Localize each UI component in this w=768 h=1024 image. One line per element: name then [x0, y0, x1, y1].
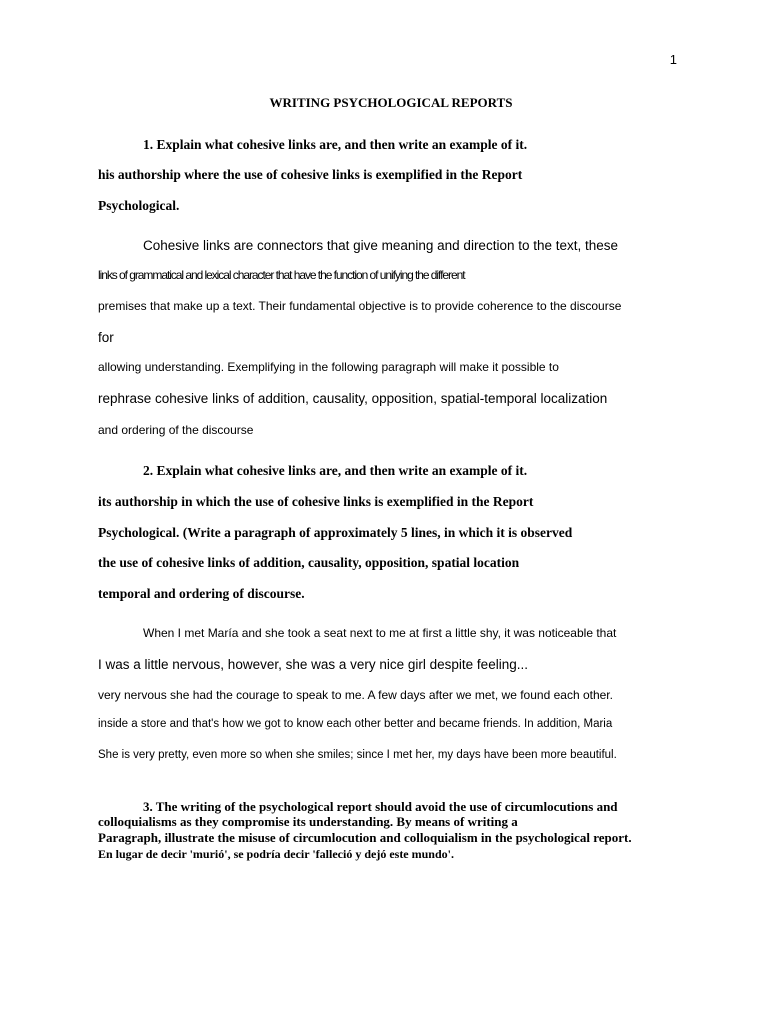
answer-line: rephrase cohesive links of addition, causality, opposition, spatial-temporal localization	[98, 391, 608, 406]
question-line: the use of cohesive links of addition, causality, opposition, spatial location	[98, 555, 520, 570]
answer-line: I was a little nervous, however, she was a very nice girl despite feeling...	[98, 657, 528, 672]
question-line: Psychological.	[98, 198, 180, 213]
question-line: 3. The writing of the psychological report should avoid the use of circumlocutions and	[143, 799, 618, 814]
answer-line: She is very pretty, even more so when she smiles; since I met her, my days have been more beautiful.	[98, 749, 617, 761]
document-title: WRITING PSYCHOLOGICAL REPORTS	[269, 95, 513, 110]
question-line: Paragraph, illustrate the misuse of circumlocution and colloquialism in the psychological report.	[98, 830, 632, 845]
question-line: 1. Explain what cohesive links are, and then write an example of it.	[143, 137, 528, 152]
question-line: his authorship where the use of cohesive links is exemplified in the Report	[98, 167, 523, 182]
question-line: 2. Explain what cohesive links are, and then write an example of it.	[143, 463, 528, 478]
question-line: its authorship in which the use of cohesive links is exemplified in the Report	[98, 494, 534, 509]
answer-line: inside a store and that's how we got to know each other better and became friends. In addition, Maria	[98, 718, 613, 730]
answer-line: allowing understanding. Exemplifying in the following paragraph will make it possible to	[98, 360, 559, 374]
answer-line: When I met María and she took a seat next to me at first a little shy, it was noticeable that	[143, 626, 617, 640]
question-line: colloquialisms as they compromise its understanding. By means of writing a	[98, 814, 518, 829]
question-line: Psychological. (Write a paragraph of approximately 5 lines, in which it is observed	[98, 525, 573, 540]
answer-line: Cohesive links are connectors that give meaning and direction to the text, these	[143, 238, 619, 253]
question-line: En lugar de decir 'murió', se podría decir 'falleció y dejó este mundo'.	[98, 847, 454, 861]
answer-line: premises that make up a text. Their fundamental objective is to provide coherence to the discourse	[98, 299, 622, 313]
answer-line: links of grammatical and lexical character that have the function of unifying the different	[98, 268, 465, 282]
answer-line: very nervous she had the courage to speak to me. A few days after we met, we found each other.	[98, 688, 613, 702]
page-number: 1	[669, 52, 677, 67]
question-line: temporal and ordering of discourse.	[98, 586, 305, 601]
answer-line: and ordering of the discourse	[98, 423, 254, 437]
answer-line: for	[98, 330, 114, 345]
